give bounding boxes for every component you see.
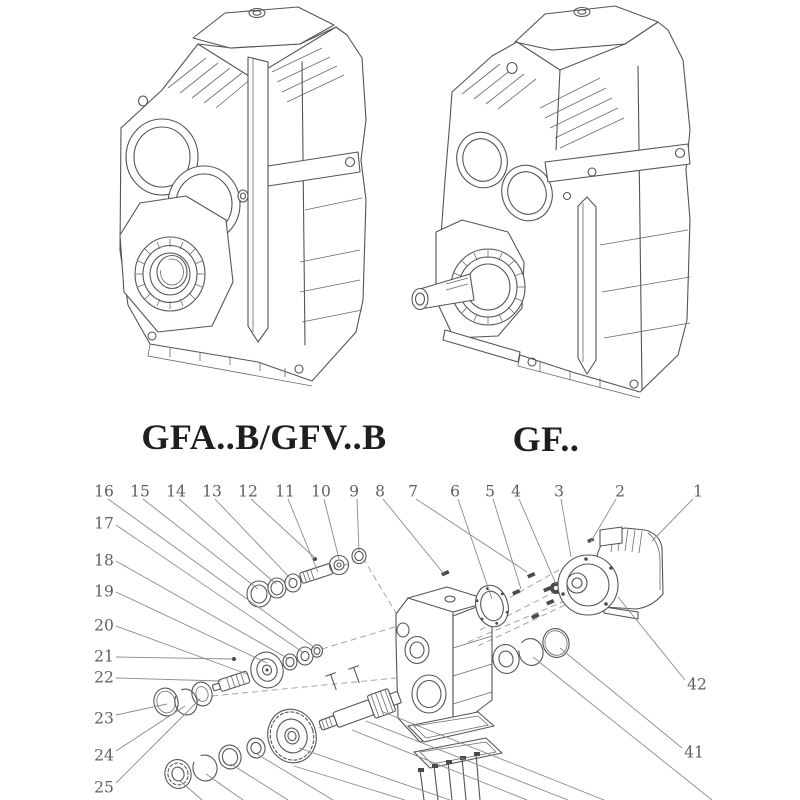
- part-number-13: 13: [202, 482, 222, 501]
- pinion-shaft-assembly: [316, 666, 403, 737]
- leader-line-5: [493, 499, 521, 589]
- part-number-6: 6: [450, 482, 460, 501]
- input-shaft-assembly: [247, 548, 366, 607]
- leader-line-8: [383, 499, 444, 574]
- part-number-24: 24: [94, 746, 114, 765]
- leader-line-cutoff-1: [180, 781, 202, 800]
- part-number-3: 3: [554, 482, 564, 501]
- seal-ring: [216, 743, 243, 772]
- gearbox-drawing-gfa-gfv: [120, 7, 366, 386]
- bearing: [285, 574, 301, 592]
- leader-line-22: [116, 678, 221, 681]
- pinion-shaft: [333, 700, 374, 728]
- output-gear-assembly: [162, 703, 323, 791]
- part-number-14: 14: [166, 482, 186, 501]
- part-number-18: 18: [94, 551, 114, 570]
- part-number-23: 23: [94, 709, 114, 728]
- leader-line-3: [561, 499, 571, 557]
- exploded-parts-diagram: [94, 483, 712, 800]
- oil-seal: [151, 685, 181, 718]
- roller-bearing: [162, 757, 195, 792]
- bearing-ring: [189, 680, 215, 708]
- leader-line-18: [116, 561, 289, 659]
- part-number-1: 1: [693, 482, 703, 501]
- washer: [245, 736, 268, 760]
- leader-line-16: [108, 499, 315, 648]
- leader-line-cutoff-5: [294, 766, 405, 800]
- ball-bearing: [490, 642, 523, 677]
- gearbox-drawing-gf: [412, 6, 690, 398]
- motor: [550, 527, 663, 619]
- part-number-25: 25: [94, 778, 114, 797]
- leader-line-cutoff-7: [352, 730, 527, 800]
- leader-line-cutoff-2: [206, 774, 243, 800]
- part-number-20: 20: [94, 616, 114, 635]
- housing-bore-small: [405, 637, 429, 664]
- leader-line-6: [458, 499, 492, 599]
- leader-line-cutoff-8: [366, 721, 568, 800]
- output-bearing-set: [490, 626, 573, 677]
- leader-line-20: [116, 626, 247, 674]
- leader-line-1: [652, 499, 693, 541]
- leader-line-19: [116, 592, 267, 663]
- part-number-22: 22: [94, 668, 114, 687]
- leader-line-41: [560, 648, 682, 748]
- part-number-2: 2: [615, 482, 625, 501]
- part-number-11: 11: [275, 482, 295, 501]
- leader-line-10: [324, 499, 339, 559]
- leader-line-7: [416, 499, 527, 572]
- leader-line-42: [618, 597, 685, 680]
- part-number-15: 15: [130, 482, 150, 501]
- part-number-9: 9: [349, 482, 359, 501]
- part-number-16: 16: [94, 482, 114, 501]
- leader-line-15: [143, 499, 258, 589]
- leader-line-4: [519, 499, 556, 584]
- part-number-7: 7: [408, 482, 418, 501]
- splined-shaft: [218, 671, 250, 692]
- part-number-4: 4: [511, 482, 521, 501]
- front-strap: [248, 57, 268, 342]
- part-number-10: 10: [311, 482, 331, 501]
- part-number-12: 12: [238, 482, 258, 501]
- leader-line-cutoff-10: [533, 657, 712, 800]
- terminal-box: [600, 527, 622, 546]
- output-gear: [261, 703, 322, 768]
- leader-line-21: [116, 657, 232, 659]
- model-label-gf: GF..: [512, 419, 580, 459]
- part-number-21: 21: [94, 647, 114, 666]
- leader-line-11: [288, 499, 318, 572]
- leader-line-9: [357, 499, 359, 551]
- snap-ring: [190, 752, 220, 783]
- set-screw: [232, 657, 236, 661]
- part-number-5: 5: [485, 482, 495, 501]
- part-number-19: 19: [94, 582, 114, 601]
- leader-line-13: [215, 499, 291, 579]
- motor-flange-gasket: [471, 582, 513, 631]
- part-number-41: 41: [684, 743, 704, 762]
- model-label-gfa-gfv: GFA..B/GFV..B: [141, 417, 387, 457]
- stud-bolt: [326, 673, 341, 691]
- front-strap: [578, 197, 596, 374]
- seal-ring-set: [151, 680, 215, 719]
- leader-line-cutoff-3: [231, 764, 288, 800]
- leader-line-12: [251, 499, 315, 558]
- part-number-17: 17: [94, 514, 114, 533]
- part-number-8: 8: [375, 482, 385, 501]
- part-number-42: 42: [687, 675, 707, 694]
